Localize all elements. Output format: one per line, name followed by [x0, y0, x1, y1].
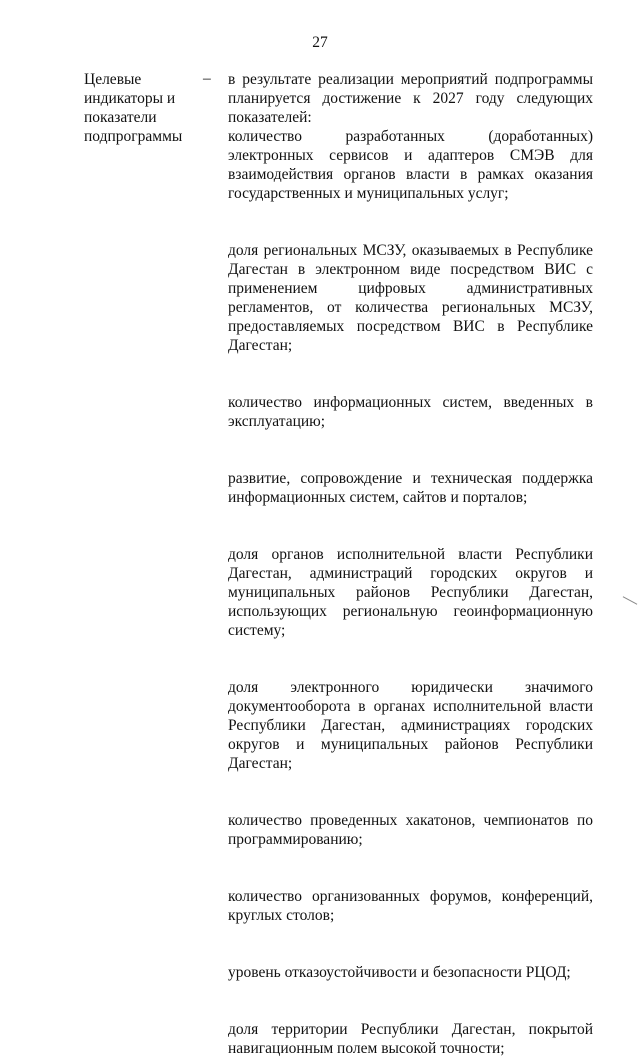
- page-number: 27: [312, 34, 328, 51]
- indicator-list: [228, 70, 593, 1058]
- indicator-item: количество информационных систем, введенных в эксплуатацию;: [228, 394, 593, 430]
- indicator-item: доля органов исполнительной власти Республики Дагестан, администраций городских округов и муниципальных районов Республики Дагестан, использующих региональную геоинформационную систему;: [228, 546, 593, 639]
- section-label-line: Целевые: [84, 71, 142, 88]
- label-dash: –: [203, 70, 211, 87]
- scan-mark: [623, 596, 638, 604]
- indicator-item: уровень отказоустойчивости и безопасности РЦОД;: [228, 964, 571, 981]
- section-label: [84, 70, 202, 146]
- section-label-line: индикаторы и: [84, 90, 176, 107]
- indicator-item: развитие, сопровождение и техническая поддержка информационных систем, сайтов и порталов;: [228, 470, 593, 506]
- indicator-item: доля территории Республики Дагестан, покрытой навигационным полем высокой точности;: [228, 1021, 593, 1057]
- section-label-line: показатели: [84, 109, 157, 126]
- indicator-item: количество проведенных хакатонов, чемпионатов по программированию;: [228, 812, 593, 848]
- indicator-item: доля региональных МСЗУ, оказываемых в Республике Дагестан в электронном виде посредством ВИС с применением цифровых административных регламентов, от количества региональных МСЗУ, предоставляемых посредством ВИС в Республике Дагестан;: [228, 242, 593, 354]
- indicator-item: количество организованных форумов, конференций, круглых столов;: [228, 888, 593, 924]
- indicator-item: количество разработанных (доработанных) электронных сервисов и адаптеров СМЭВ для взаимодействия органов власти в рамках оказания государственных и муниципальных услуг;: [228, 128, 593, 202]
- section-label-line: подпрограммы: [84, 128, 183, 145]
- indicator-intro: в результате реализации мероприятий подпрограммы планируется достижение к 2027 году следующих показателей:: [228, 71, 593, 126]
- indicator-item: доля электронного юридически значимого документооборота в органах исполнительной власти Республики Дагестан, администрациях городских округов и муниципальных районов Республики Дагестан;: [228, 679, 593, 772]
